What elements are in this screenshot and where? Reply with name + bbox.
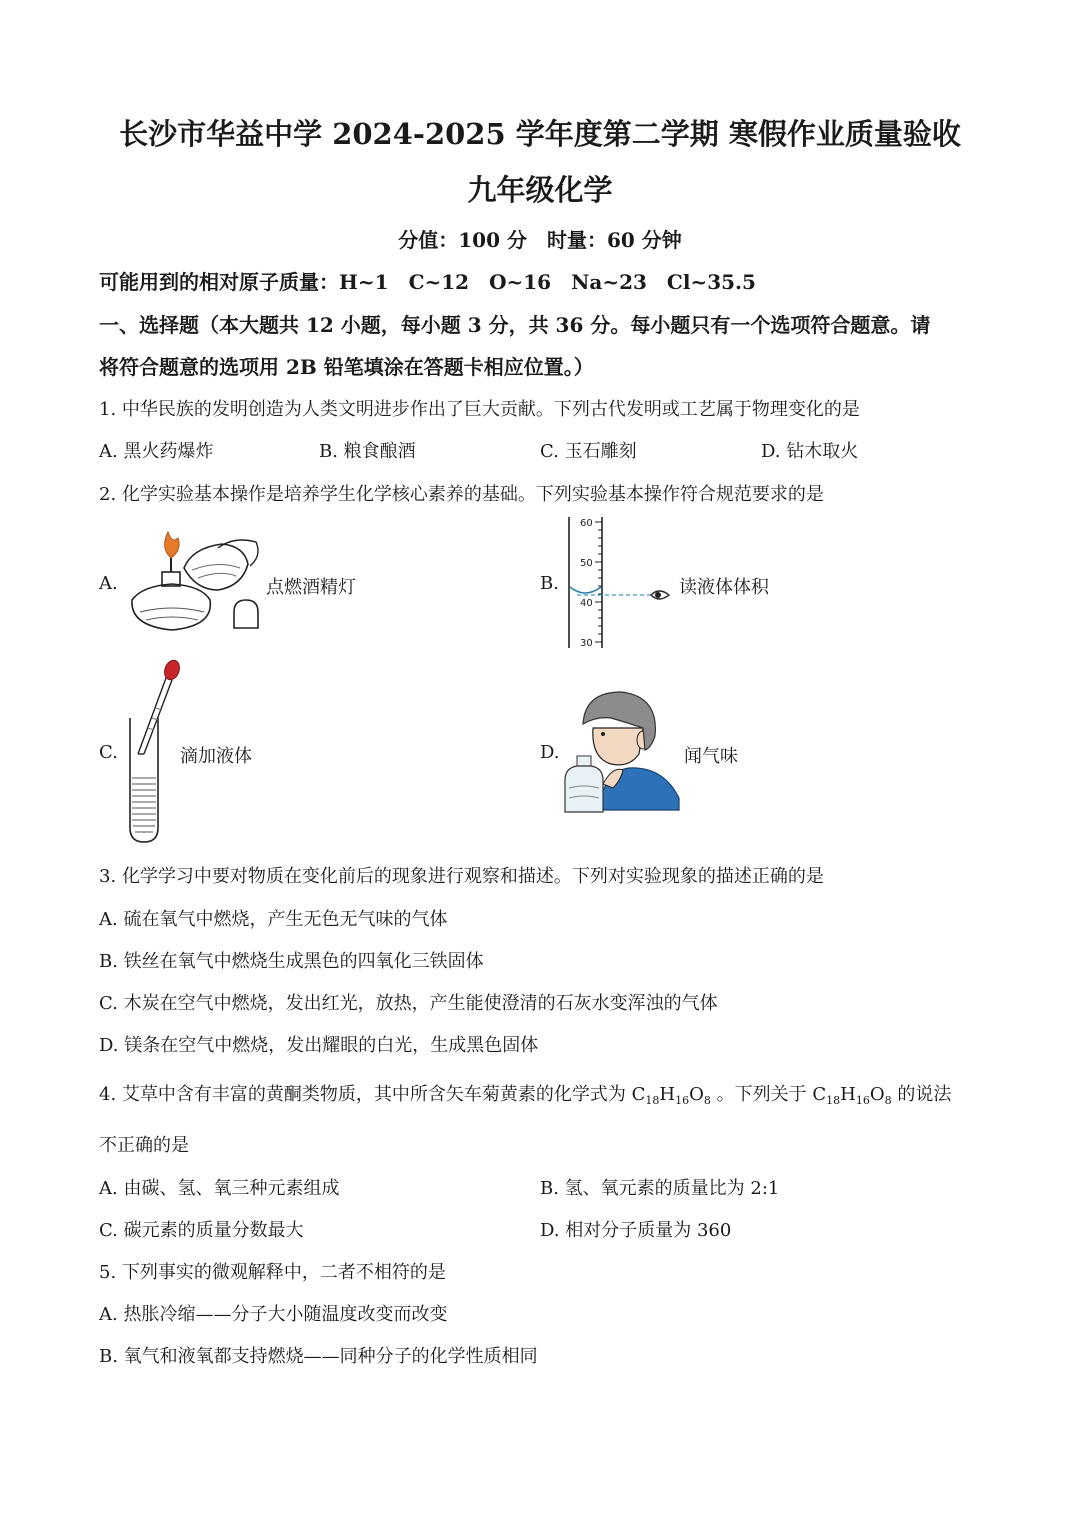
- exam-title: 长沙市华益中学 2024-2025 学年度第二学期 寒假作业质量验收: [119, 117, 961, 151]
- q3-option-d: D. 镁条在空气中燃烧，发出耀眼的白光，生成黑色固体: [99, 1035, 539, 1056]
- q4-formula-2: $C_{18}H_{16}O_8$: [812, 1084, 892, 1107]
- q3-option-a: A. 硫在氧气中燃烧，产生无色无气味的气体: [99, 909, 448, 930]
- q2-option-c-caption: 滴加液体: [180, 746, 252, 767]
- q5-option-a: A. 热胀冷缩——分子大小随温度改变而改变: [99, 1304, 448, 1325]
- q4-stem: [99, 1080, 951, 1107]
- q1-option-a: A. 黑火药爆炸: [99, 441, 214, 462]
- q2-option-d-letter: D.: [540, 742, 560, 763]
- section1-heading-line1: 一、选择题（本大题共 12 小题，每小题 3 分，共 36 分。每小题只有一个选项符合题意。请: [99, 313, 931, 337]
- q2-option-a-letter: A.: [99, 573, 118, 594]
- q4-formula-1: $C_{18}H_{16}O_8$: [631, 1084, 711, 1107]
- q5-stem: 5. 下列事实的微观解释中，二者不相符的是: [99, 1262, 446, 1283]
- q1-option-c: C. 玉石雕刻: [540, 441, 637, 462]
- cylinder-tick-50: 50: [580, 558, 593, 569]
- cylinder-tick-30: 30: [580, 638, 593, 649]
- q4-option-c: C. 碳元素的质量分数最大: [99, 1220, 304, 1241]
- section1-heading-line2: 将符合题意的选项用 2B 铅笔填涂在答题卡相应位置。）: [99, 355, 594, 379]
- q1-stem: 1. 中华民族的发明创造为人类文明进步作出了巨大贡献。下列古代发明或工艺属于物理变化的是: [99, 399, 860, 420]
- exam-subtitle: 九年级化学: [467, 173, 613, 207]
- q3-option-b: B. 铁丝在氧气中燃烧生成黑色的四氧化三铁固体: [99, 951, 484, 972]
- q4-stem-part1: 4. 艾草中含有丰富的黄酮类物质，其中所含矢车菊黄素的化学式为: [99, 1084, 626, 1105]
- q4-option-a: A. 由碳、氢、氧三种元素组成: [99, 1178, 340, 1199]
- dropping-liquid-figure: [122, 658, 182, 846]
- q4-option-b: B. 氢、氧元素的质量比为 2:1: [540, 1178, 780, 1199]
- score-time-line: 分值：100 分 时量：60 分钟: [398, 228, 682, 252]
- q4-option-d: D. 相对分子质量为 360: [540, 1220, 732, 1241]
- cylinder-tick-60: 60: [580, 518, 593, 529]
- q2-option-a-caption: 点燃酒精灯: [266, 577, 356, 598]
- cylinder-tick-40: 40: [580, 598, 593, 609]
- q2-stem: 2. 化学实验基本操作是培养学生化学核心素养的基础。下列实验基本操作符合规范要求的是: [99, 484, 824, 505]
- smelling-gas-figure: [563, 688, 683, 813]
- q1-option-b: B. 粮食酿酒: [319, 441, 416, 462]
- q4-stem-part2: 。下列关于: [716, 1084, 807, 1105]
- graduated-cylinder-figure: [565, 515, 685, 650]
- lighting-alcohol-lamp-figure: [122, 528, 267, 638]
- q2-option-d-caption: 闻气味: [684, 746, 738, 767]
- q1-option-d: D. 钻木取火: [761, 441, 859, 462]
- q2-option-c-letter: C.: [99, 742, 118, 763]
- q2-option-b-caption: 读液体体积: [679, 577, 769, 598]
- q3-option-c: C. 木炭在空气中燃烧，发出红光，放热，产生能使澄清的石灰水变浑浊的气体: [99, 993, 718, 1014]
- atomic-mass-line: 可能用到的相对原子质量：H~1 C~12 O~16 Na~23 Cl~35.5: [99, 270, 756, 294]
- q4-stem-part3: 的说法: [897, 1084, 952, 1105]
- q2-option-b-letter: B.: [540, 573, 559, 594]
- q4-stem-line2: 不正确的是: [99, 1135, 189, 1156]
- q5-option-b: B. 氧气和液氧都支持燃烧——同种分子的化学性质相同: [99, 1346, 538, 1367]
- q3-stem: 3. 化学学习中要对物质在变化前后的现象进行观察和描述。下列对实验现象的描述正确的是: [99, 866, 824, 887]
